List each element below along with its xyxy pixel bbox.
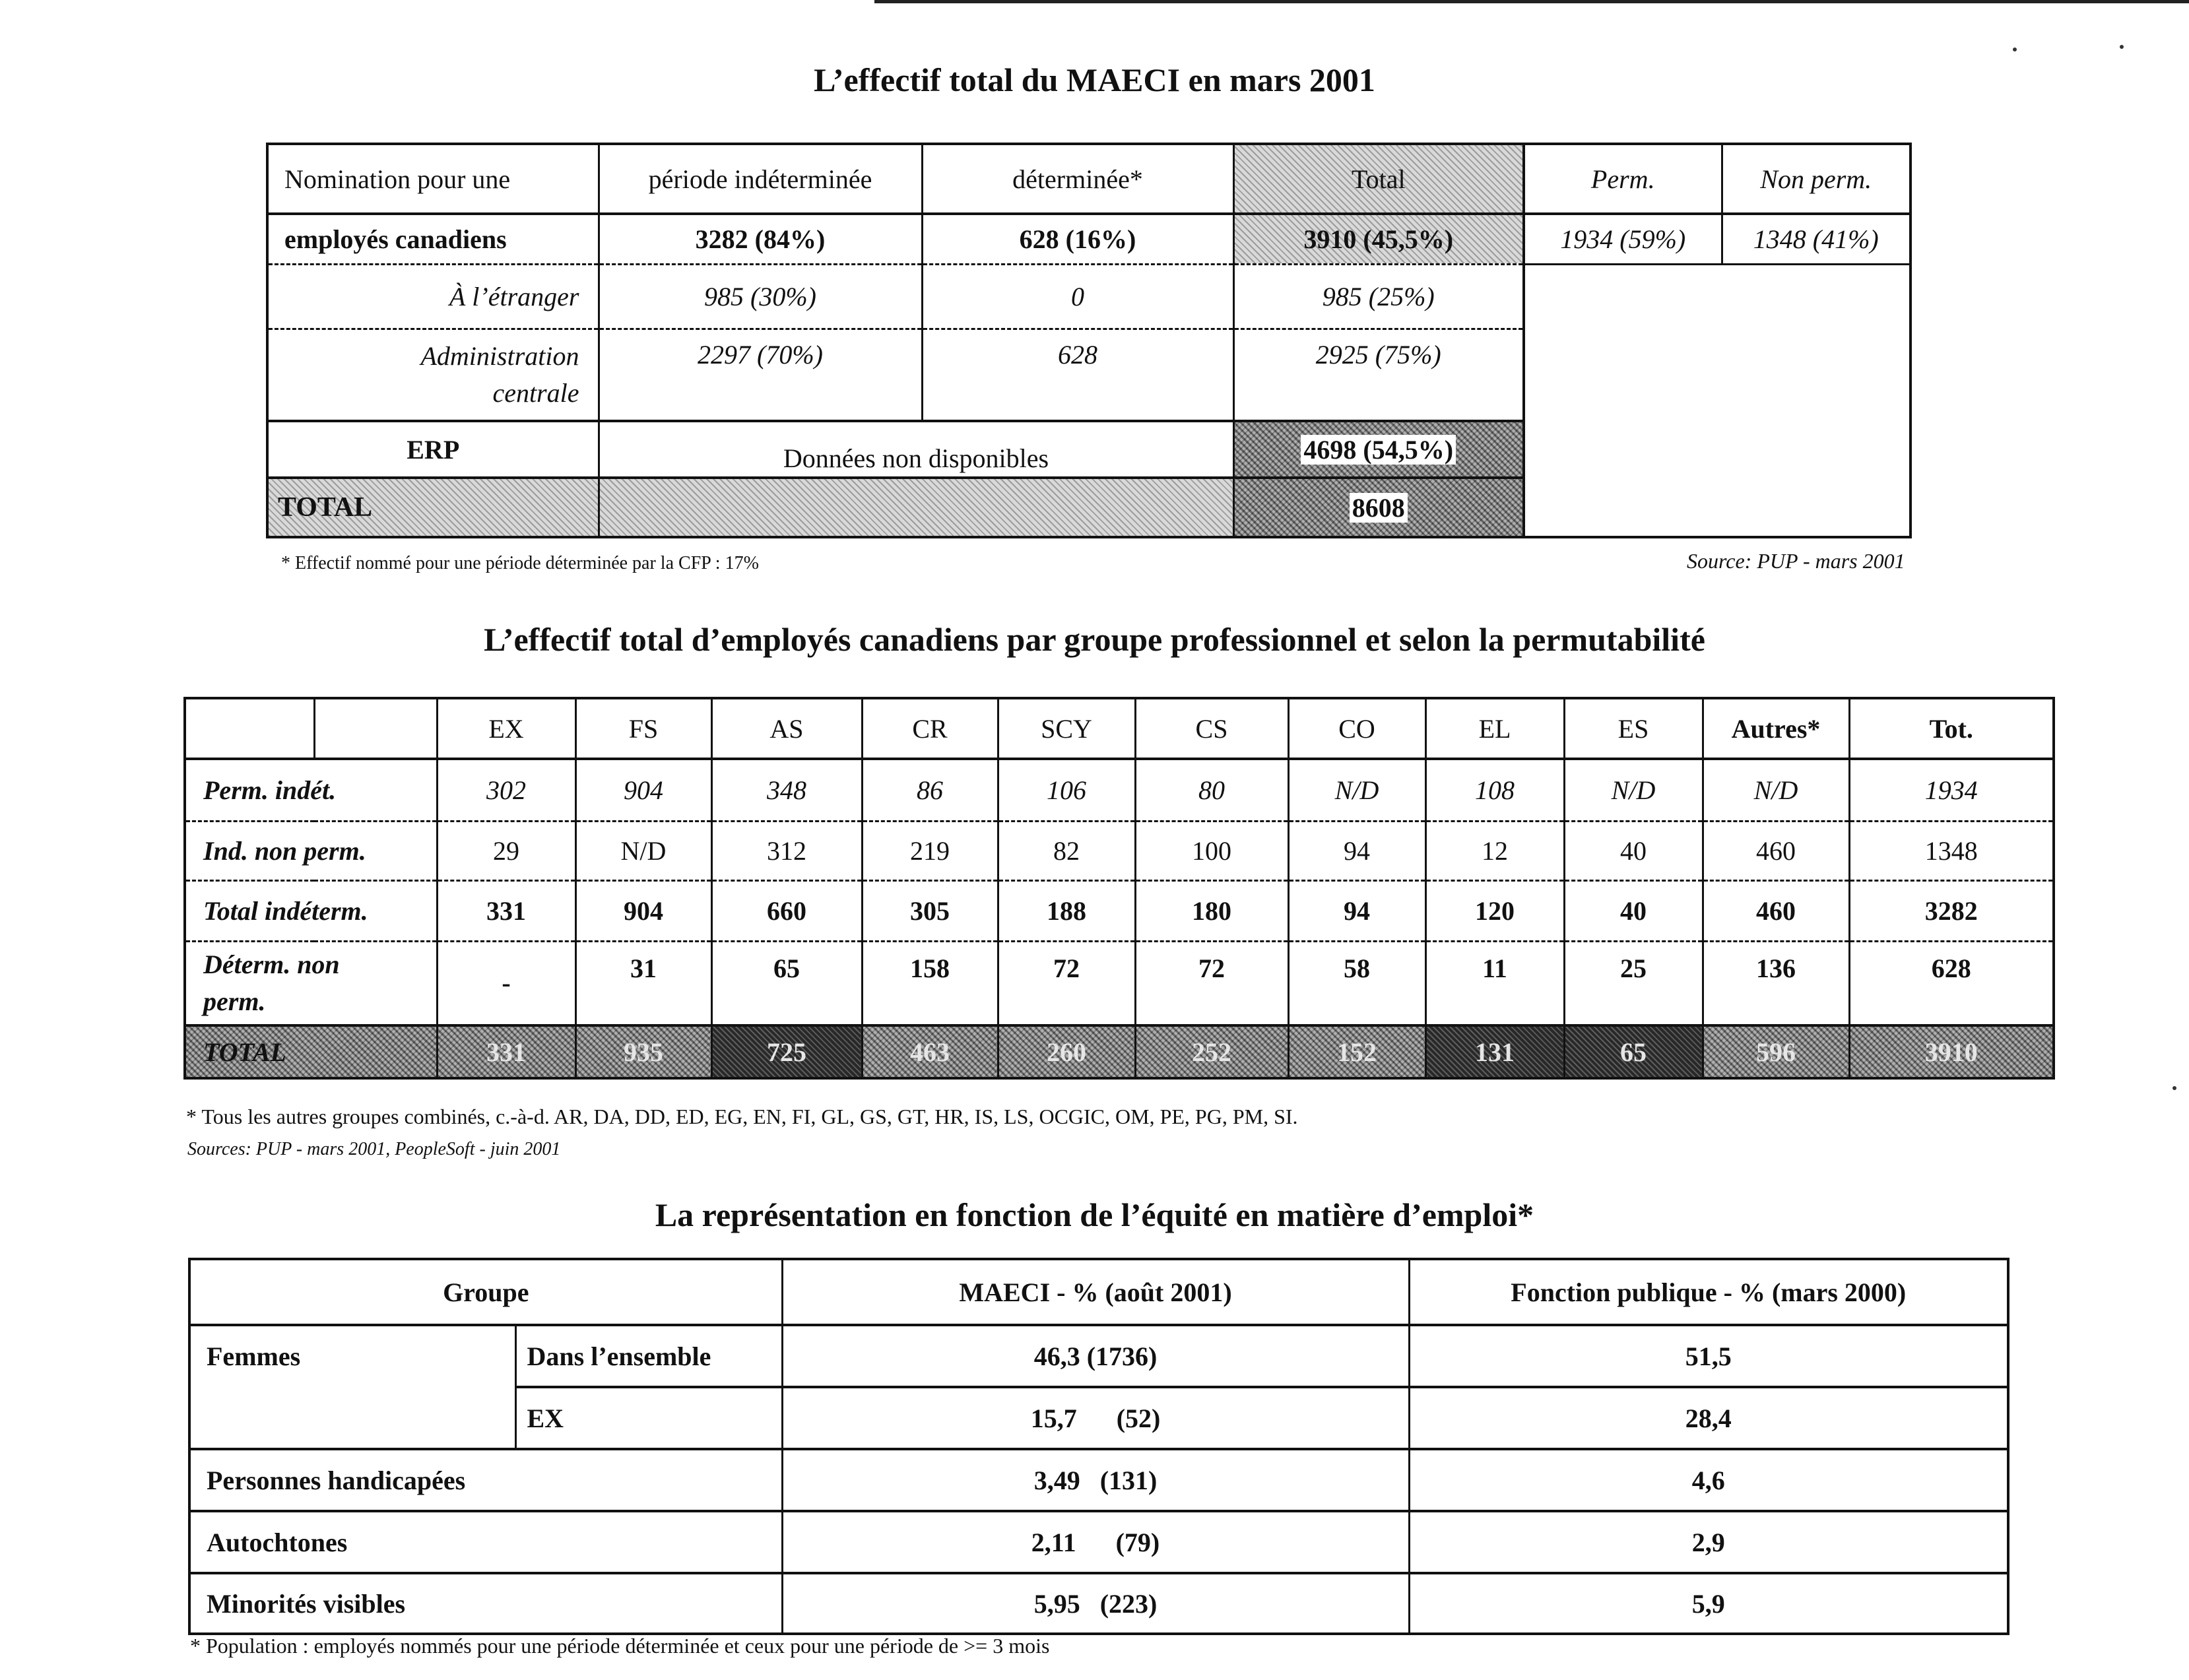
header-non-perm: Non perm. xyxy=(1722,144,1911,214)
table2-row xyxy=(185,821,2054,880)
header-determinee: déterminée* xyxy=(922,144,1233,214)
row-label-line2: perm. xyxy=(203,986,266,1016)
row-label: Total indéterm. xyxy=(185,880,437,941)
header-blank-1 xyxy=(185,698,314,759)
table-cell: 1934 xyxy=(1849,759,2054,821)
total-cell: 3910 xyxy=(1849,1025,2054,1078)
employes-indet: 3282 (84%) xyxy=(599,214,922,264)
sub-label: Dans l’ensemble xyxy=(515,1325,782,1387)
col-header: CS xyxy=(1135,698,1288,759)
table-cell: 348 xyxy=(711,759,862,821)
header-total: Total xyxy=(1233,144,1524,214)
row-label: Ind. non perm. xyxy=(185,821,437,880)
table-cell: 25 xyxy=(1564,941,1703,1025)
staff-total-table xyxy=(266,143,1912,538)
erp-total xyxy=(1233,421,1524,478)
scan-speck xyxy=(2173,1086,2176,1090)
col-header: FS xyxy=(575,698,711,759)
table3-title: La représentation en fonction de l’équité en matière d’emploi* xyxy=(655,1196,1534,1233)
row-etranger xyxy=(267,264,1911,329)
col-header: EX xyxy=(437,698,575,759)
total-cell: 252 xyxy=(1135,1025,1288,1078)
table-cell: 188 xyxy=(998,880,1135,941)
group-label: Personnes handicapées xyxy=(189,1449,782,1511)
table3-row xyxy=(189,1511,2008,1573)
label-employes: employés canadiens xyxy=(267,214,599,264)
maeci-value: 3,49 (131) xyxy=(782,1449,1409,1511)
table-cell: N/D xyxy=(1564,759,1703,821)
table-cell: 108 xyxy=(1425,759,1564,821)
row-employes xyxy=(267,214,1911,264)
scan-speck xyxy=(2120,45,2124,49)
table2-row xyxy=(185,759,2054,821)
table-cell: 82 xyxy=(998,821,1135,880)
total-cell: 596 xyxy=(1703,1025,1849,1078)
admin-det: 628 xyxy=(922,329,1233,421)
total-cell: 463 xyxy=(862,1025,998,1078)
fp-value: 28,4 xyxy=(1409,1387,2008,1449)
total-cell: 152 xyxy=(1288,1025,1425,1078)
header-groupe: Groupe xyxy=(189,1259,782,1325)
empty-area xyxy=(1524,264,1911,537)
table-cell: 106 xyxy=(998,759,1135,821)
table2-total-row xyxy=(185,1025,2054,1078)
table-cell: N/D xyxy=(575,821,711,880)
table-cell: 94 xyxy=(1288,880,1425,941)
table-cell: 158 xyxy=(862,941,998,1025)
col-header: Tot. xyxy=(1849,698,2054,759)
table-cell: 72 xyxy=(1135,941,1288,1025)
table-cell: 305 xyxy=(862,880,998,941)
table-cell: 460 xyxy=(1703,880,1849,941)
table2-header-row xyxy=(185,698,2054,759)
table2-row xyxy=(185,941,2054,1025)
table3-row xyxy=(189,1573,2008,1634)
grand-total xyxy=(1233,478,1524,537)
group-label: Autochtones xyxy=(189,1511,782,1573)
scan-speck xyxy=(2013,48,2017,51)
label-erp: ERP xyxy=(267,421,599,478)
table2-title: L’effectif total d’employés canadiens par groupe professionnel et selon la permutabilité xyxy=(484,621,1705,658)
table-cell: 219 xyxy=(862,821,998,880)
table-cell: 11 xyxy=(1425,941,1564,1025)
total-cell: 131 xyxy=(1425,1025,1564,1078)
col-header: Autres* xyxy=(1703,698,1849,759)
fp-value: 4,6 xyxy=(1409,1449,2008,1511)
maeci-value: 2,11 (79) xyxy=(782,1511,1409,1573)
table-cell: 904 xyxy=(575,759,711,821)
fp-value: 51,5 xyxy=(1409,1325,2008,1387)
table-cell: 136 xyxy=(1703,941,1849,1025)
table-cell: 100 xyxy=(1135,821,1288,880)
scan-top-line xyxy=(874,0,2189,3)
table-cell: 12 xyxy=(1425,821,1564,880)
col-header: EL xyxy=(1425,698,1564,759)
table3-header-row xyxy=(189,1259,2008,1325)
table-cell: 460 xyxy=(1703,821,1849,880)
header-indeterminee: période indéterminée xyxy=(599,144,922,214)
table-cell: 86 xyxy=(862,759,998,821)
table-cell: 904 xyxy=(575,880,711,941)
table-cell: 312 xyxy=(711,821,862,880)
table3-row-femmes-ensemble xyxy=(189,1325,2008,1387)
total-merged-shaded xyxy=(599,478,1233,537)
employes-perm: 1934 (59%) xyxy=(1524,214,1722,264)
table-cell: 660 xyxy=(711,880,862,941)
employes-det: 628 (16%) xyxy=(922,214,1233,264)
admin-total: 2925 (75%) xyxy=(1233,329,1524,421)
table-cell: 331 xyxy=(437,880,575,941)
group-label: Minorités visibles xyxy=(189,1573,782,1634)
row-label: Perm. indét. xyxy=(185,759,437,821)
admin-indet: 2297 (70%) xyxy=(599,329,922,421)
sub-label: EX xyxy=(515,1387,782,1449)
employes-total: 3910 (45,5%) xyxy=(1233,214,1524,264)
row-label xyxy=(185,941,437,1025)
table-cell: 80 xyxy=(1135,759,1288,821)
total-cell: 725 xyxy=(711,1025,862,1078)
employes-non-perm: 1348 (41%) xyxy=(1722,214,1911,264)
employment-equity-table xyxy=(188,1258,2009,1635)
table-cell: N/D xyxy=(1703,759,1849,821)
table1-header-row xyxy=(267,144,1911,214)
table3-row xyxy=(189,1449,2008,1511)
total-cell: 935 xyxy=(575,1025,711,1078)
table-cell: 58 xyxy=(1288,941,1425,1025)
table-cell: 29 xyxy=(437,821,575,880)
erp-merged: Données non disponibles xyxy=(599,421,1233,478)
table-cell: 628 xyxy=(1849,941,2054,1025)
table-cell: 120 xyxy=(1425,880,1564,941)
col-header: SCY xyxy=(998,698,1135,759)
col-header: ES xyxy=(1564,698,1703,759)
table1-title: L’effectif total du MAECI en mars 2001 xyxy=(814,61,1375,98)
table-cell: 302 xyxy=(437,759,575,821)
table2-row xyxy=(185,880,2054,941)
total-row-label: TOTAL xyxy=(185,1025,437,1078)
fp-value: 2,9 xyxy=(1409,1511,2008,1573)
table-cell: 180 xyxy=(1135,880,1288,941)
table-cell: 31 xyxy=(575,941,711,1025)
col-header: AS xyxy=(711,698,862,759)
header-nomination: Nomination pour une xyxy=(267,144,599,214)
col-header: CO xyxy=(1288,698,1425,759)
table1-source: Source: PUP - mars 2001 xyxy=(1687,549,1905,573)
table-cell: 40 xyxy=(1564,821,1703,880)
maeci-value: 46,3 (1736) xyxy=(782,1325,1409,1387)
header-blank-2 xyxy=(314,698,437,759)
col-header: CR xyxy=(862,698,998,759)
etranger-total: 985 (25%) xyxy=(1233,264,1524,329)
row-label-line1: Déterm. non xyxy=(203,949,340,979)
table2-footnote: * Tous les autres groupes combinés, c.-à-d. AR, DA, DD, ED, EG, EN, FI, GL, GS, GT, HR, IS, LS, OCGIC, OM, PE, PG, PM, SI. xyxy=(186,1105,1298,1128)
table3-footnote: * Population : employés nommés pour une période déterminée et ceux pour une période de >= 3 mois xyxy=(190,1634,1050,1658)
label-femmes: Femmes xyxy=(189,1325,515,1449)
fp-value: 5,9 xyxy=(1691,1588,1725,1619)
label-total: TOTAL xyxy=(267,478,599,537)
table-cell: N/D xyxy=(1288,759,1425,821)
table-cell: 72 xyxy=(998,941,1135,1025)
maeci-value: 15,7 (52) xyxy=(782,1387,1409,1449)
total-cell: 331 xyxy=(437,1025,575,1078)
table-cell: 65 xyxy=(711,941,862,1025)
table2-sources: Sources: PUP - mars 2001, PeopleSoft - juin 2001 xyxy=(187,1139,561,1159)
total-cell: 260 xyxy=(998,1025,1135,1078)
table-cell: - xyxy=(437,941,575,1025)
grand-total-value: 8608 xyxy=(1350,493,1408,523)
total-cell: 65 xyxy=(1564,1025,1703,1078)
table1-footnote: * Effectif nommé pour une période déterminée par la CFP : 17% xyxy=(281,553,759,573)
table-cell: 94 xyxy=(1288,821,1425,880)
occupational-group-table xyxy=(183,697,2055,1080)
label-admin xyxy=(267,329,599,421)
label-admin-line1: Administration xyxy=(420,340,579,371)
erp-total-value: 4698 (54,5%) xyxy=(1301,435,1456,465)
maeci-value: 5,95 (223) xyxy=(782,1573,1409,1634)
header-maeci: MAECI - % (août 2001) xyxy=(782,1259,1409,1325)
table-cell: 3282 xyxy=(1849,880,2054,941)
table-cell: 40 xyxy=(1564,880,1703,941)
etranger-det: 0 xyxy=(922,264,1233,329)
header-fonction-publique: Fonction publique - % (mars 2000) xyxy=(1409,1259,2008,1325)
etranger-indet: 985 (30%) xyxy=(599,264,922,329)
label-etranger: À l’étranger xyxy=(267,264,599,329)
table-cell: 1348 xyxy=(1849,821,2054,880)
label-admin-line2: centrale xyxy=(492,377,579,408)
header-perm: Perm. xyxy=(1524,144,1722,214)
